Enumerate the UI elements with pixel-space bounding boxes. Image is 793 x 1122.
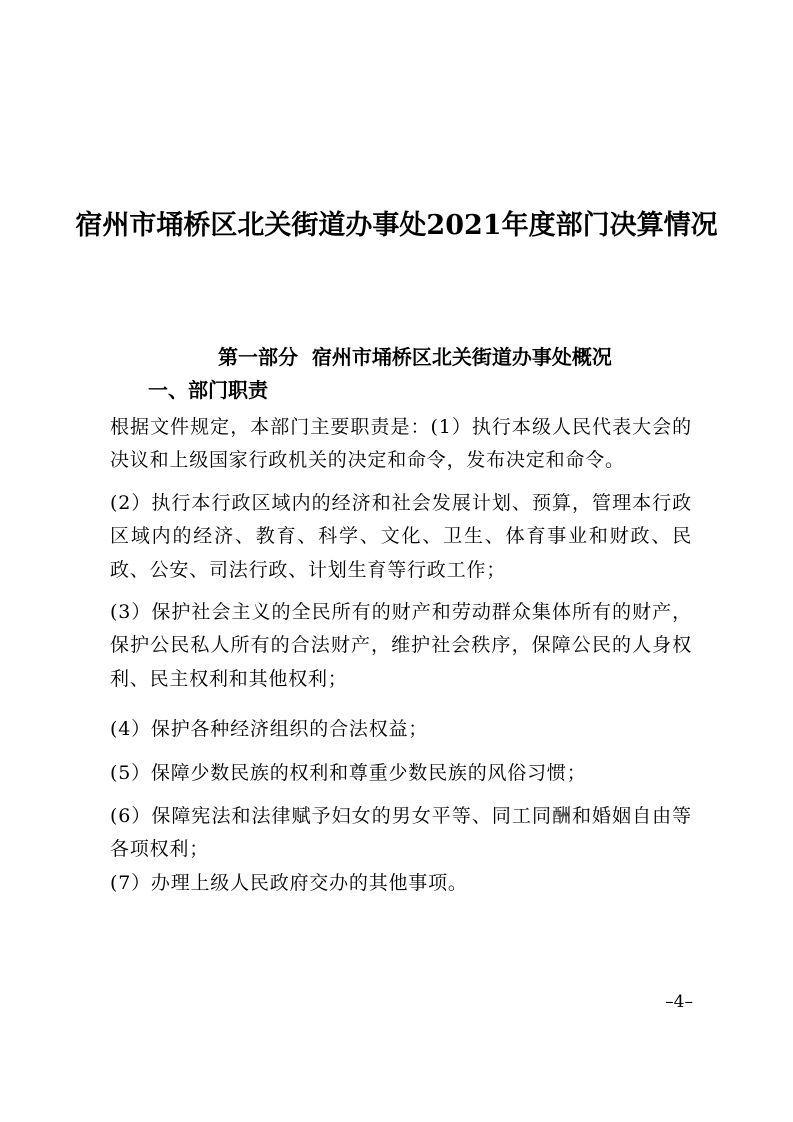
paragraph-text: (2）执行本行政区域内的经济和社会发展计划、预算，管理本行政区域内的经济、教育、科学、文化、卫生、体育事业和财政、民政、公安、司法行政、计划生育等行政工作；: [110, 492, 692, 581]
paragraph-text: (4）保护各种经济组织的合法权益；: [110, 718, 429, 740]
paragraph-text: (3）保护社会主义的全民所有的财产和劳动群众集体所有的财产，保护公民私人所有的合法财产，维护社会秩序，保障公民的人身权利、民主权利和其他权利；: [110, 601, 692, 690]
paragraph-text: (5）保障少数民族的权利和尊重少数民族的风俗习惯；: [110, 762, 587, 784]
paragraph-item-3: [110, 596, 692, 696]
section-heading: 一、部门职责: [148, 378, 268, 402]
paragraph-text: (7）办理上级人民政府交办的其他事项。: [110, 872, 468, 894]
paragraph-text: (6）保障宪法和法律赋予妇女的男女平等、同工同酬和婚姻自由等各项权利；: [110, 805, 692, 861]
paragraph-intro: [110, 411, 692, 478]
paragraph-item-5: [110, 757, 692, 790]
paragraph-item-6: [110, 800, 692, 867]
paragraph-item-4: [110, 713, 692, 746]
paragraph-text: 根据文件规定，本部门主要职责是：(1）执行本级人民代表大会的决议和上级国家行政机关的决定和命令，发布决定和命令。: [110, 416, 692, 472]
paragraph-item-2: [110, 487, 692, 587]
document-title: 宿州市埇桥区北关街道办事处2021年度部门决算情况: [75, 210, 718, 241]
page-number: –4–: [665, 992, 693, 1012]
part-heading: 第一部分 宿州市埇桥区北关街道办事处概况: [218, 345, 612, 369]
paragraph-item-7: [110, 867, 692, 900]
